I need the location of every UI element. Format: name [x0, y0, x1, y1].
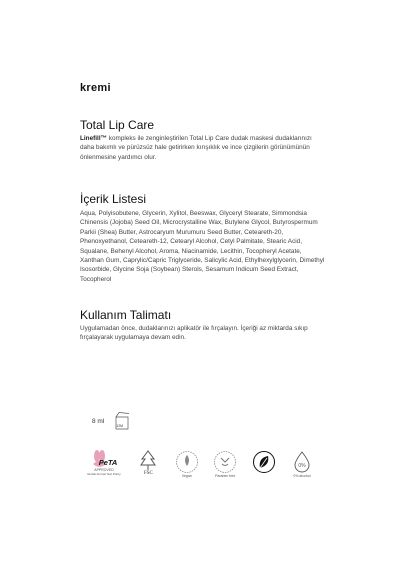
peta-wordmark: PeTA [98, 458, 118, 467]
certification-badges [84, 450, 316, 498]
brand-logo: kremi [80, 82, 111, 94]
product-description [80, 134, 325, 162]
svg-text:0%: 0% [298, 463, 306, 469]
vegan-icon [175, 450, 199, 474]
peta-approved-text: APPROVED [94, 468, 114, 472]
pao-jar-icon [113, 411, 131, 431]
vegan-badge [173, 450, 201, 478]
paraben-free-icon [213, 450, 237, 474]
peta-policy-text: Global Animal Test Policy [87, 472, 121, 476]
fsc-label: FSC [143, 471, 153, 476]
peta-badge [84, 450, 124, 476]
vegan-label: Vegan [181, 474, 192, 478]
volume-value: 8 ml [92, 417, 105, 425]
fsc-badge [134, 450, 162, 476]
volume-info [92, 411, 131, 431]
leaf-badge [250, 450, 278, 474]
linefill-highlight: Linefill™ [80, 135, 107, 142]
product-description-text: kompleks ile zenginleştirilen Total Lip Care dudak maskesi dudaklarınızı daha bakımlı ve pürüzsüz hale getirirken kırışıklık ve ince çizgilerin görünümünün önlenmesine yardımcı olur. [80, 135, 312, 161]
ingredients-list: Aqua, Polyisobutene, Glycerin, Xylitol, Beeswax, Glyceryl Stearate, Simmondsia Chinensis (Jojoba) Seed Oil, Microcrystalline Wax, Butylene Glycol, Butyrospermum Parkii (Shea) Butter, Astrocaryum Murumuru Seed Butter, Ceteareth-20, Phenoxyethanol, Ceteareth-12, Cetearyl Alcohol, Cetyl Palmitate, Stearic Acid, Squalane, Behenyl Alcohol, Aroma, Niacinamide, Lecithin, Tocopheryl Acetate, Xanthan Gum, Caprylic/Capric Triglyceride, Salicylic Acid, Ethylhexylglycerin, Dimethyl Isosorbide, Glycine Soja (Soybean) Sterols, Sesamum Indicum Seed Extract, Tocopherol [80, 210, 325, 283]
alcohol-free-badge [288, 450, 316, 478]
ingredients-title: İçerik Listesi [80, 192, 147, 206]
paraben-free-badge [211, 450, 239, 478]
drop-icon [291, 450, 313, 474]
usage-title: Kullanım Talimatı [80, 308, 172, 322]
leaf-icon [252, 450, 276, 474]
pao-label: 12M [116, 424, 124, 428]
usage-instructions: Uygulamadan önce, dudaklarınızı aplikatör ile fırçalayın. İçeriği az miktarda sıkıp fırçalayarak uygulamaya devam edin. [80, 325, 308, 342]
alcohol-free-label: 0% alcohol [293, 474, 311, 478]
fsc-tree-icon [138, 450, 158, 472]
product-title: Total Lip Care [80, 118, 155, 132]
paraben-free-label: Paraben free [215, 474, 236, 478]
